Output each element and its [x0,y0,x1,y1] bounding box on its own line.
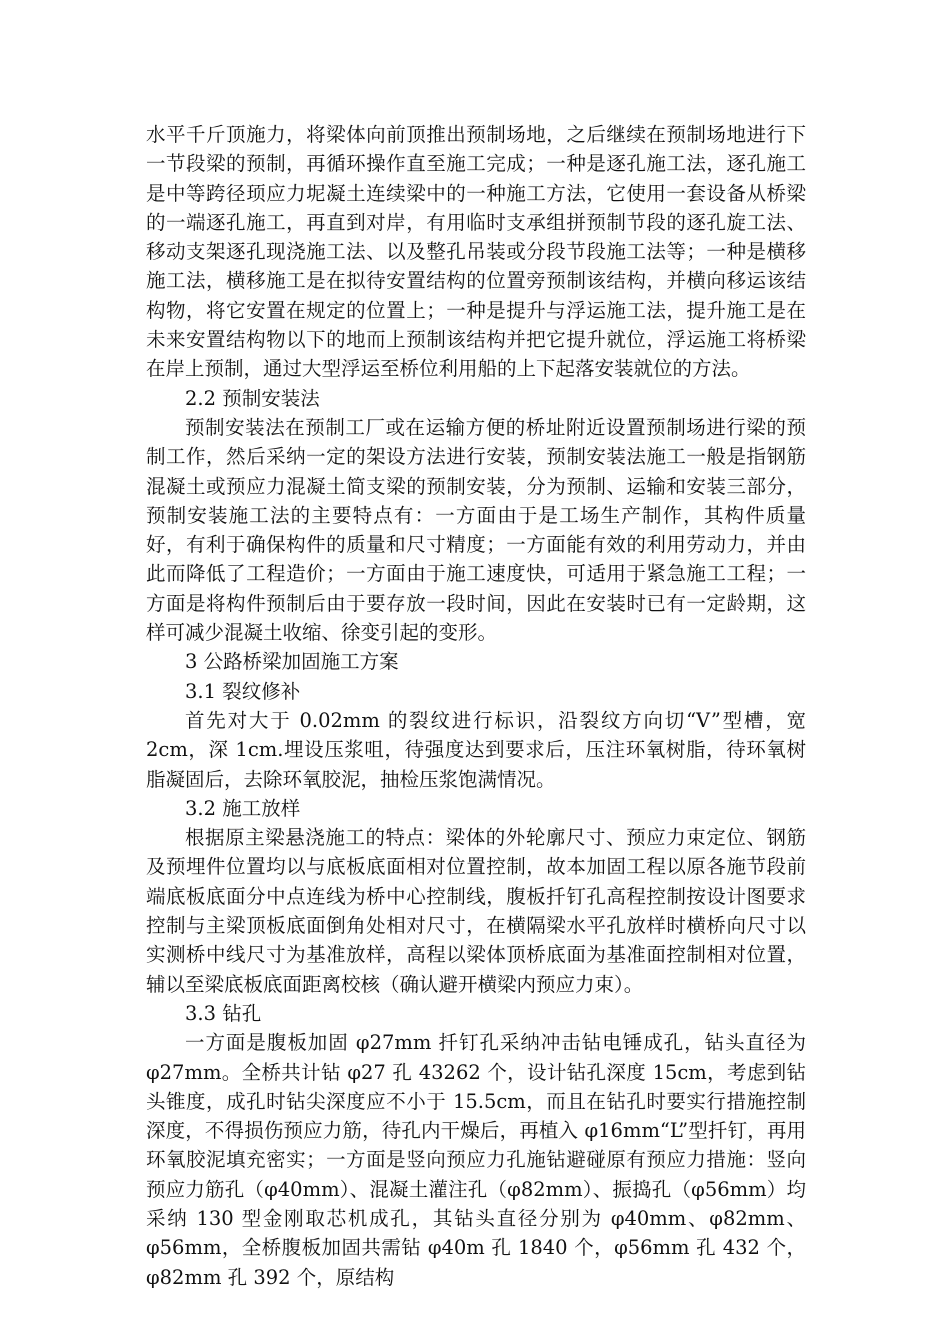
paragraph-crack-repair: 首先对大于 0.02mm 的裂纹进行标识，沿裂纹方向切“V”型槽，宽 2cm，深 1cm.埋设压浆咀，待强度达到要求后，压注环氧树脂，待环氧树脂凝固后，去除环氧胶泥，抽检压浆饱满情况。 [146,708,806,791]
paragraph-layout: 根据原主梁悬浇施工的特点：梁体的外轮廓尺寸、预应力束定位、钢筋及预埋件位置均以与底板底面相对位置控制，故本加固工程以原各施节段前端底板底面分中点连线为桥中心控制线，腹板扦钉孔高程控制按设计图要求控制与主梁顶板底面倒角处相对尺寸，在横隔梁水平孔放样时横桥向尺寸以实测桥中线尺寸为基准放样，高程以梁体顶桥底面为基准面控制相对位置，辅以至梁底板底面距离校核（确认避开横梁内预应力束）。 [146,826,806,996]
paragraph-drilling: 一方面是腹板加固 φ27mm 扦钉孔采纳冲击钻电锤成孔，钻头直径为 φ27mm。全桥共计钻 φ27 孔 43262 个，设计钻孔深度 15cm，考虑到钻头锥度，成孔时钻尖深度应不小于 15.5cm，而且在钻孔时要实行措施控制深度，不得损伤预应力筋，待孔内干燥后，再植入 φ16mm“L”型扦钉，再用环氧胶泥填充密实；一方面是竖向预应力孔施钻避碰原有预应力措施：竖向预应力筋孔（φ40mm）、混凝土灌注孔（φ82mm）、振捣孔（φ56mm）均采纳 130 型金刚取芯机成孔，其钻头直径分别为 φ40mm、φ82mm、φ56mm，全桥腹板加固共需钻 φ40m 孔 1840 个，φ56mm 孔 432 个，φ82mm 孔 392 个，原结构 [146,1031,806,1289]
heading-3: 3 公路桥梁加固施工方案 [185,650,399,674]
heading-2-2: 2.2 预制安装法 [185,386,320,410]
paragraph-construction-methods: 水平千斤顶施力，将梁体向前顶推出预制场地，之后继续在预制场地进行下一节段梁的预制，再循环操作直至施工完成；一种是逐孔施工法，逐孔施工是中等跨径顼应力坭凝土连续梁中的一种施工方法，它使用一套设备从桥梁的一端逐孔施工，再直到对岸，有用临时支承组拼预制节段的逐孔旋工法、移动支架逐孔现浇施工法、以及整孔吊装或分段节段施工法等；一种是横移施工法，横移施工是在拟待安置结构的位置旁预制该结构，并横向移运该结构物，将它安置在规定的位置上；一种是提升与浮运施工法，提升施工是在未来安置结构物以下的地而上预制该结构并把它提升就位，浮运施工将桥梁在岸上预制，通过大型浮运至桥位利用船的上下起落安装就位的方法。 [146,123,806,381]
heading-3-1: 3.1 裂纹修补 [185,679,301,703]
document-body [146,120,806,1292]
heading-3-3: 3.3 钻孔 [185,1001,262,1025]
heading-3-2: 3.2 施工放样 [185,796,301,820]
paragraph-prefabrication: 预制安装法在预制工厂或在运输方便的桥址附近设置预制场进行梁的预制工作，然后采纳一定的架设方法进行安装，预制安装法施工一般是指钢筋混凝土或预应力混凝土简支梁的预制安装，分为预制、运输和安装三部分，预制安装施工法的主要特点有：一方面由于是工场生产制作，其构件质量好，有利于确保构件的质量和尺寸精度；一方面能有效的利用劳动力，并由此而降低了工程造价；一方面由于施工速度快，可适用于紧急施工工程；一方面是将构件预制后由于要存放一段时间，因此在安装时已有一定龄期，这样可减少混凝土收缩、徐变引起的变形。 [146,415,806,645]
